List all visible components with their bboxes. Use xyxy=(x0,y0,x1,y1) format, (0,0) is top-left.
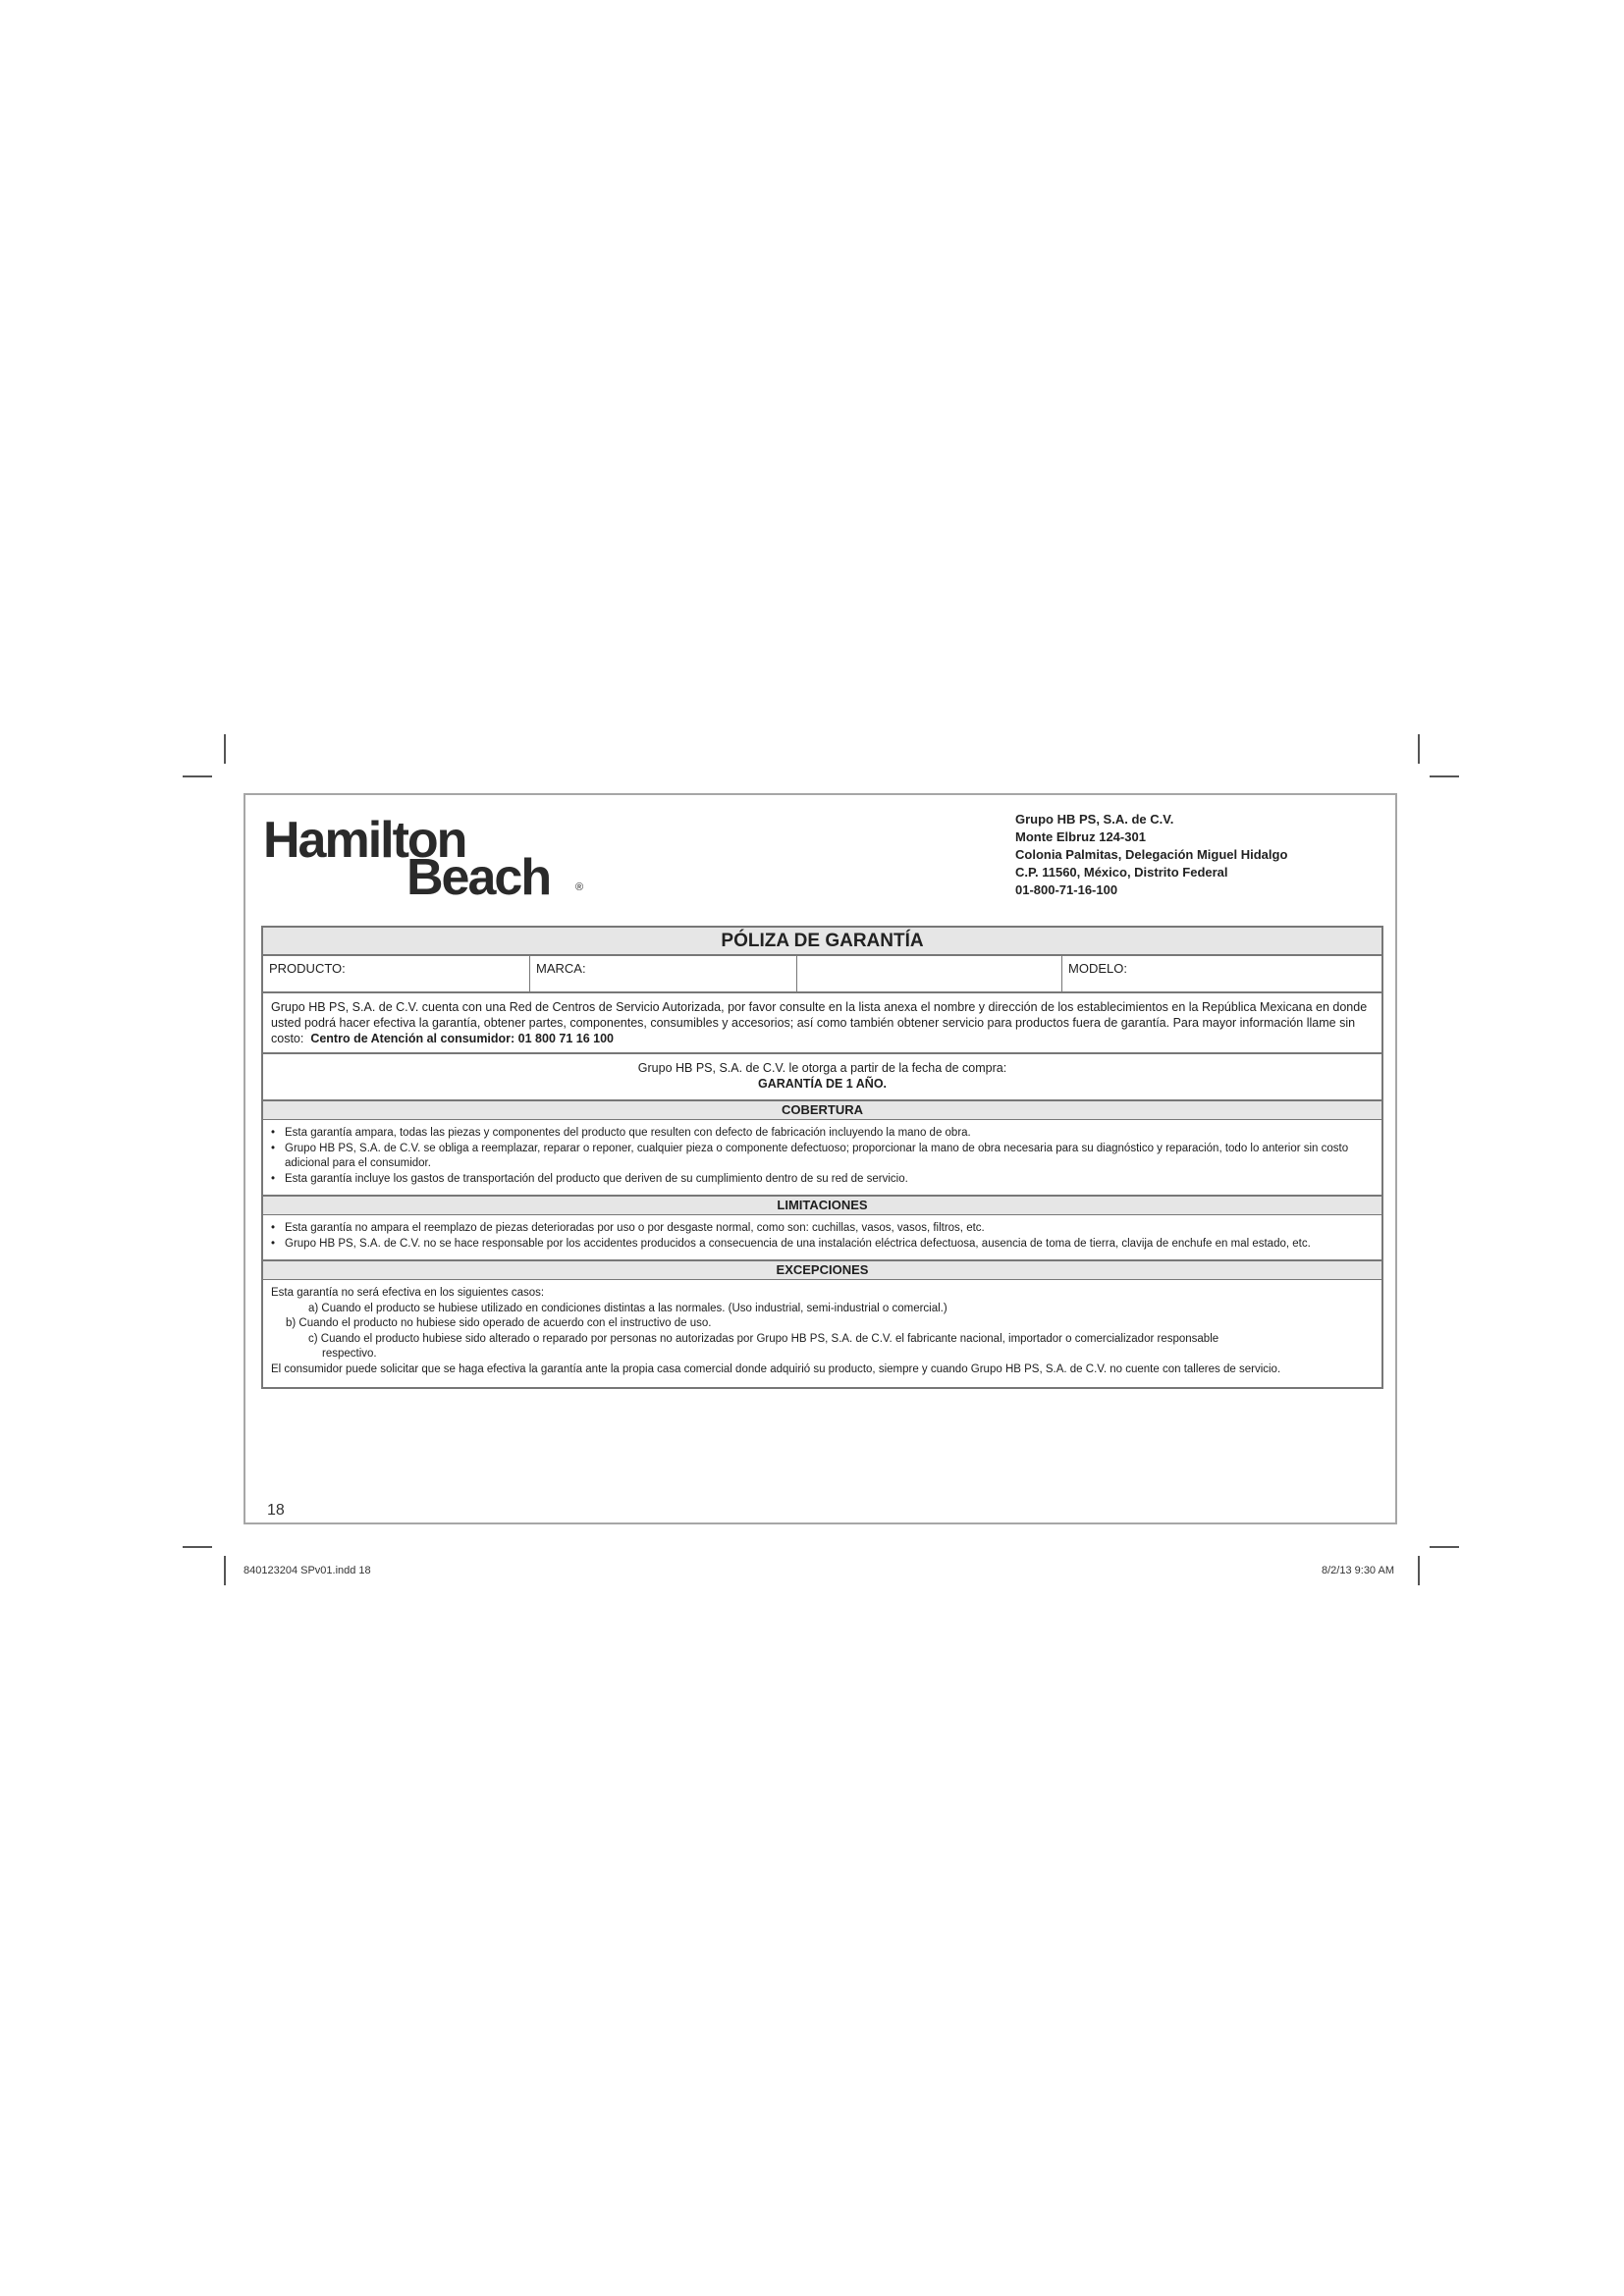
warranty-form xyxy=(261,926,1383,1389)
exception-b: b) Cuando el producto no hubiese sido operado de acuerdo con el instructivo de uso. xyxy=(286,1317,712,1329)
hamilton-beach-logo xyxy=(263,812,597,906)
registered-mark: ® xyxy=(575,881,584,893)
modelo-field[interactable]: MODELO: xyxy=(1068,961,1127,976)
address-line: Colonia Palmitas, Delegación Miguel Hidalgo xyxy=(1015,847,1288,862)
crop-mark xyxy=(1418,1556,1420,1585)
excepciones-body xyxy=(263,1280,1381,1387)
exception-c: c) Cuando el producto hubiese sido alterado o reparado por personas no autorizadas por Grupo HB PS, S.A. de C.V. el fabricante nacional, importador o comercializador responsable xyxy=(308,1332,1219,1345)
list-item: • Esta garantía incluye los gastos de transportación del producto que deriven de su cumplimiento dentro de su red de servicio. xyxy=(271,1172,1374,1188)
cobertura-heading: COBERTURA xyxy=(263,1101,1381,1120)
grant-line: Grupo HB PS, S.A. de C.V. le otorga a partir de la fecha de compra: xyxy=(637,1061,1007,1075)
list-item: • Esta garantía ampara, todas las piezas y componentes del producto que resulten con defecto de fabricación incluyendo la mano de obra. xyxy=(271,1126,1374,1142)
crop-mark xyxy=(1430,1546,1459,1548)
blank-field[interactable] xyxy=(797,956,1062,991)
limitaciones-heading: LIMITACIONES xyxy=(263,1195,1381,1215)
logo-line-2: Beach xyxy=(406,849,551,906)
crop-mark xyxy=(224,734,226,764)
list-item: • Esta garantía no ampara el reemplazo de piezas deterioradas por uso o por desgaste normal, como son: cuchillas, vasos, vasos, filtros, etc. xyxy=(271,1221,1374,1237)
excepciones-intro: Esta garantía no será efectiva en los siguientes casos: xyxy=(271,1287,545,1299)
footer-date: 8/2/13 9:30 AM xyxy=(1322,1565,1394,1576)
exception-c-continued: respectivo. xyxy=(322,1348,377,1360)
cobertura-body xyxy=(263,1120,1381,1195)
warranty-duration: GARANTÍA DE 1 AÑO. xyxy=(757,1077,888,1091)
address-line: Monte Elbruz 124-301 xyxy=(1015,829,1146,844)
producto-field[interactable]: PRODUCTO: xyxy=(263,956,530,991)
product-fields-row xyxy=(263,956,1381,993)
logo-line-1: Hamilton xyxy=(263,812,466,869)
page-number: 18 xyxy=(267,1502,285,1519)
form-title: PÓLIZA DE GARANTÍA xyxy=(263,928,1381,956)
crop-mark xyxy=(183,1546,212,1548)
intro-text: Grupo HB PS, S.A. de C.V. cuenta con una Red de Centros de Servicio Autorizada, por favor consulte en la lista anexa el nombre y dirección de los establecimientos en la República Mexicana en donde usted podrá hacer efectiva la garantía, obtener partes, componentes, consumibles y accesorios; así como también obtener servicio para productos fuera de garantía. Para mayor información llame sin costo: xyxy=(271,1000,1368,1045)
warranty-grant xyxy=(263,1054,1381,1101)
consumer-hotline: Centro de Atención al consumidor: 01 800 71 16 100 xyxy=(310,1032,614,1045)
company-address xyxy=(1015,811,1287,899)
crop-mark xyxy=(1430,775,1459,777)
limitaciones-body xyxy=(263,1215,1381,1259)
list-item: • Grupo HB PS, S.A. de C.V. no se hace responsable por los accidentes producidos a consecuencia de una instalación eléctrica defectuosa, ausencia de toma de tierra, clavija de enchufe en mal estado, etc. xyxy=(271,1237,1374,1253)
address-line: Grupo HB PS, S.A. de C.V. xyxy=(1015,812,1174,827)
crop-mark xyxy=(183,775,212,777)
address-line: C.P. 11560, México, Distrito Federal xyxy=(1015,865,1228,880)
footer-filename: 840123204 SPv01.indd 18 xyxy=(244,1565,371,1576)
exception-a: a) Cuando el producto se hubiese utilizado en condiciones distintas a las normales. (Uso industrial, semi-industrial o comercial.) xyxy=(308,1302,947,1314)
crop-mark xyxy=(1418,734,1420,764)
crop-mark xyxy=(224,1556,226,1585)
address-line: 01-800-71-16-100 xyxy=(1015,882,1118,897)
service-network-paragraph xyxy=(263,993,1381,1054)
excepciones-heading: EXCEPCIONES xyxy=(263,1259,1381,1280)
excepciones-closing: El consumidor puede solicitar que se haga efectiva la garantía ante la propia casa comercial donde adquirió su producto, siempre y cuando Grupo HB PS, S.A. de C.V. no cuente con talleres de servicio. xyxy=(271,1362,1281,1375)
list-item: • Grupo HB PS, S.A. de C.V. se obliga a reemplazar, reparar o reponer, cualquier pieza o componente defectuoso; proporcionar la mano de obra necesaria para su diagnóstico y reparación, todo lo anterior sin costo adicional para el consumidor. xyxy=(271,1142,1374,1172)
marca-field[interactable]: MARCA: xyxy=(530,956,797,991)
